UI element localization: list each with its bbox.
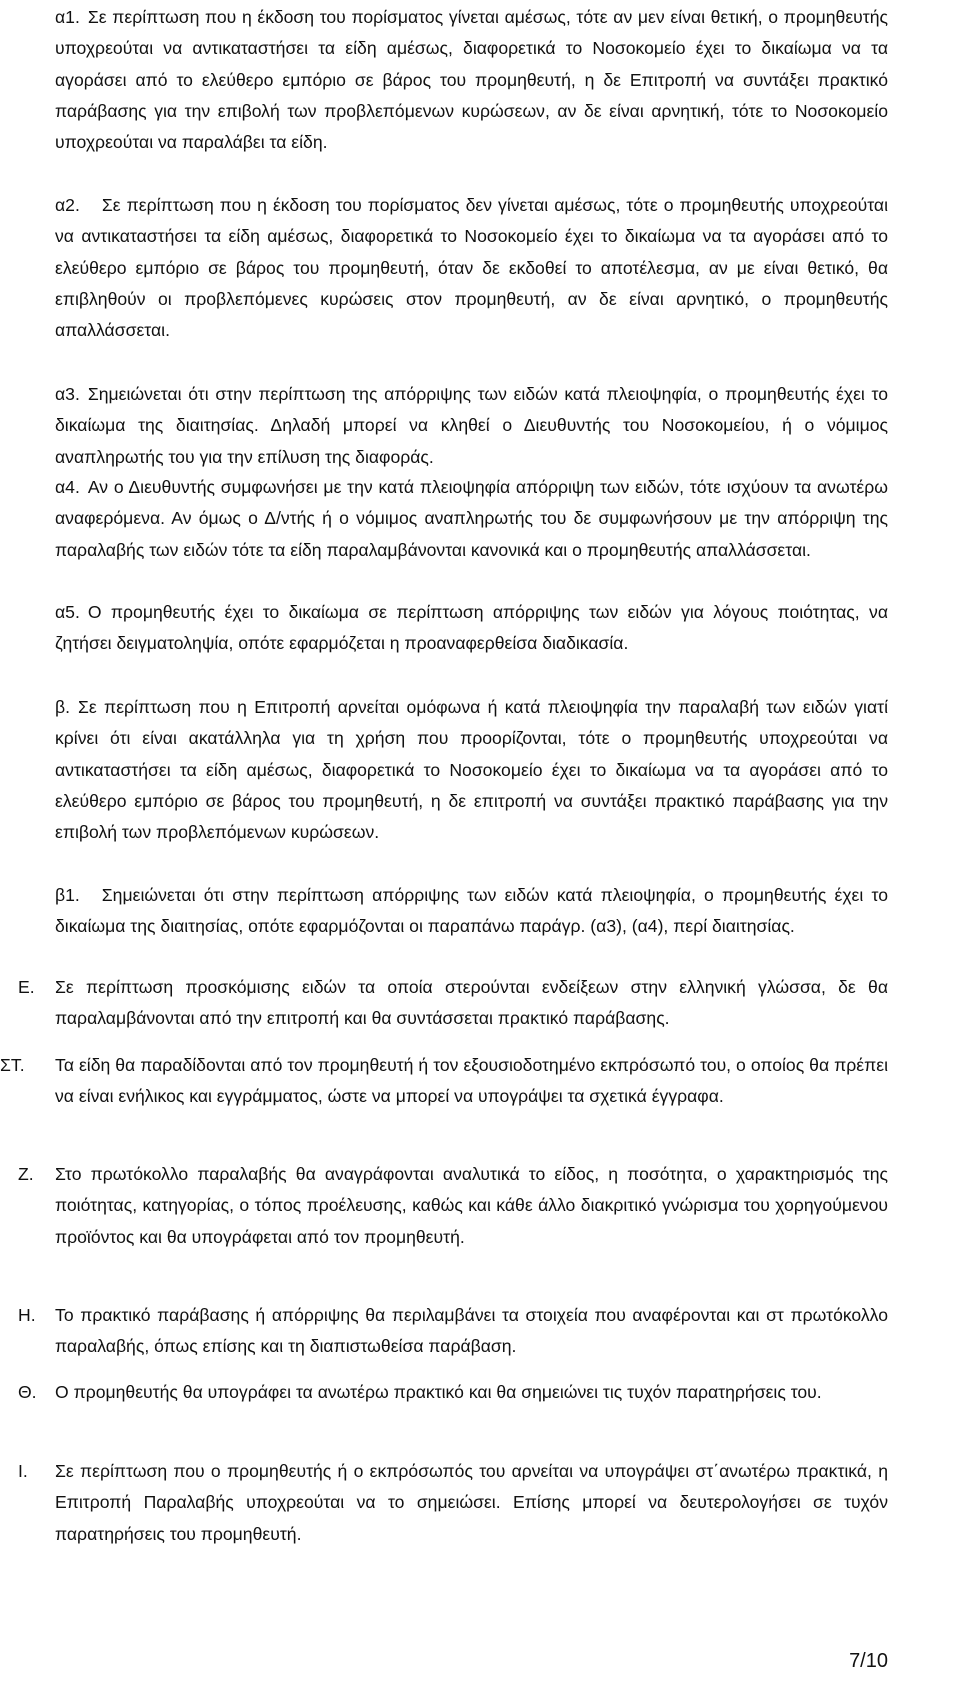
item-text: Στο πρωτόκολλο παραλαβής θα αναγράφονται αναλυτικά το είδος, η ποσότητα, ο χαρακτηρισμός της ποιότητας, κατηγορίας, ο τόπος προέλευσης, καθώς και κάθε άλλο διακριτικό γνώρισμα του χορηγούμενου προϊόντος και θα υπογράφεται από τον προμηθευτή.	[55, 1164, 888, 1247]
item-label: Η.	[18, 1305, 36, 1325]
item-h	[18, 1300, 888, 1363]
item-text: Ο προμηθευτής θα υπογράφει τα ανωτέρω πρακτικό και θα σημειώνει τις τυχόν παρατηρήσεις του.	[55, 1382, 822, 1402]
paragraph-label: β1.	[55, 885, 80, 905]
item-label: Ι.	[18, 1461, 28, 1481]
paragraph-a3	[55, 379, 888, 473]
paragraph-a4	[55, 472, 888, 566]
item-text: Σε περίπτωση που ο προμηθευτής ή ο εκπρόσωπός του αρνείται να υπογράψει στ΄ανωτέρω πρακτικά, η Επιτροπή Παραλαβής υποχρεούται να το σημειώσει. Επίσης μπορεί να δευτερολογήσει σε τυχόν παρατηρήσεις του προμηθευτή.	[55, 1461, 888, 1544]
paragraph-label: α1.	[55, 7, 80, 27]
paragraph-label: α5.	[55, 602, 80, 622]
paragraph-a1	[55, 2, 888, 158]
item-text: Σε περίπτωση προσκόμισης ειδών τα οποία στερούνται ενδείξεων στην ελληνική γλώσσα, δε θα παραλαμβάνονται από την επιτροπή και θα συντάσσεται πρακτικό παράβασης.	[55, 977, 888, 1029]
paragraph-label: α3.	[55, 384, 80, 404]
paragraph-text: Σε περίπτωση που η έκδοση του πορίσματος γίνεται αμέσως, τότε αν μεν είναι θετική, ο προμηθευτής υποχρεούται να αντικαταστήσει τα είδη αμέσως, διαφορετικά το Νοσοκομείο έχει το δικαίωμα να τα αγοράσει από το ελεύθερο εμπόριο σε βάρος του προμηθευτή, η δε Επιτροπή να συντάξει πρακτικό παράβασης για την επιβολή των προβλεπόμενων κυρώσεων, αν δε είναι αρνητική, τότε το Νοσοκομείο υποχρεούται να παραλάβει τα είδη.	[55, 7, 888, 153]
item-e	[18, 972, 888, 1035]
item-label: Ε.	[18, 977, 35, 997]
item-i	[18, 1456, 888, 1550]
paragraph-a2	[55, 190, 888, 346]
paragraph-b	[55, 692, 888, 848]
item-z	[18, 1159, 888, 1253]
item-label: Ζ.	[18, 1164, 34, 1184]
paragraph-text: Σημειώνεται ότι στην περίπτωση απόρριψης των ειδών κατά πλειοψηφία, ο προμηθευτής έχει το δικαίωμα της διαιτησίας, οπότε εφαρμόζονται οι παραπάνω παράγρ. (α3), (α4), περί διαιτησίας.	[55, 885, 888, 937]
paragraph-text: Σε περίπτωση που η έκδοση του πορίσματος δεν γίνεται αμέσως, τότε ο προμηθευτής υποχρεούται να αντικαταστήσει τα είδη αμέσως, διαφορετικά το Νοσοκομείο έχει το δικαίωμα να τα αγοράσει από το ελεύθερο εμπόριο σε βάρος του προμηθευτή, όταν δε εκδοθεί το αποτέλεσμα, αν με είναι θετικό, θα επιβληθούν οι προβλεπόμενες κυρώσεις στον προμηθευτή, αν δε είναι αρνητικό, ο προμηθευτής απαλλάσσεται.	[55, 195, 888, 341]
paragraph-b1	[55, 880, 888, 943]
paragraph-text: Σε περίπτωση που η Επιτροπή αρνείται ομόφωνα ή κατά πλειοψηφία την παραλαβή των ειδών γιατί κρίνει ότι είναι ακατάλληλα για τη χρήση που προορίζονται, τότε ο προμηθευτής υποχρεούται να αντικαταστήσει τα είδη αμέσως, διαφορετικά το Νοσοκομείο έχει το δικαίωμα να τα αγοράσει από το ελεύθερο εμπόριο σε βάρος του προμηθευτή, η δε επιτροπή να συντάξει πρακτικό παράβασης για την επιβολή των προβλεπόμενων κυρώσεων.	[55, 697, 888, 843]
paragraph-label: α4.	[55, 477, 80, 497]
paragraph-label: α2.	[55, 195, 80, 215]
item-text: Τα είδη θα παραδίδονται από τον προμηθευτή ή τον εξουσιοδοτημένο εκπρόσωπό του, ο οποίος θα πρέπει να είναι ενήλικος και εγγράμματος, ώστε να μπορεί να υπογράψει τα σχετικά έγγραφα.	[55, 1055, 888, 1107]
item-label: ΣΤ.	[0, 1055, 25, 1075]
paragraph-label: β.	[55, 697, 71, 717]
item-th	[18, 1377, 888, 1408]
paragraph-text: Αν ο Διευθυντής συμφωνήσει με την κατά πλειοψηφία απόρριψη των ειδών, τότε ισχύουν τα ανωτέρω αναφερόμενα. Αν όμως ο Δ/ντής ή ο νόμιμος αναπληρωτής του δε συμφωνήσουν με την απόρριψη της παραλαβής των ειδών τότε τα είδη παραλαμβάνονται κανονικά και ο προμηθευτής απαλλάσσεται.	[55, 477, 888, 560]
item-text: Το πρακτικό παράβασης ή απόρριψης θα περιλαμβάνει τα στοιχεία που αναφέρονται και στ πρωτόκολλο παραλαβής, όπως επίσης και τη διαπιστωθείσα παράβαση.	[55, 1305, 888, 1357]
paragraph-text: Ο προμηθευτής έχει το δικαίωμα σε περίπτωση απόρριψης των ειδών για λόγους ποιότητας, να ζητήσει δειγματοληψία, οπότε εφαρμόζεται η προαναφερθείσα διαδικασία.	[55, 602, 888, 654]
item-st	[0, 1050, 888, 1113]
paragraph-a5	[55, 597, 888, 660]
page-number: 7/10	[849, 1650, 888, 1672]
item-label: Θ.	[18, 1382, 37, 1402]
paragraph-text: Σημειώνεται ότι στην περίπτωση της απόρριψης των ειδών κατά πλειοψηφία, ο προμηθευτής έχει το δικαίωμα της διαιτησίας. Δηλαδή μπορεί να κληθεί ο Διευθυντής του Νοσοκομείου, ή ο νόμιμος αναπληρωτής του για την επίλυση της διαφοράς.	[55, 384, 888, 467]
